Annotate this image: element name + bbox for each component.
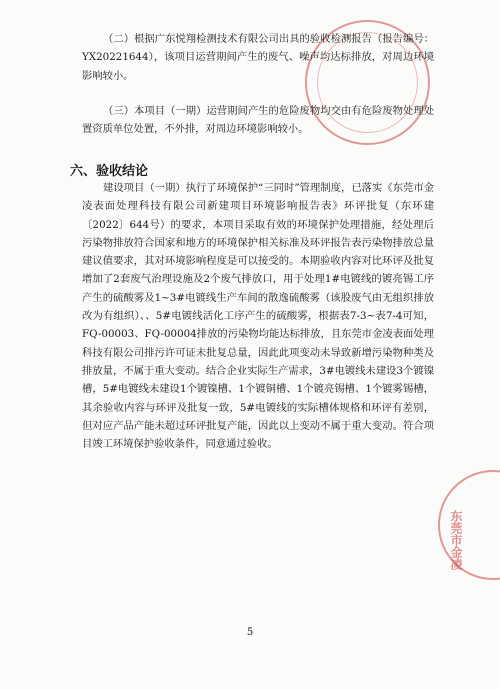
page-number: 5 <box>246 627 254 638</box>
paragraph-conclusion: 建设项目（一期）执行了环境保护“三同时”管理制度，已落实《东莞市金凌表面处理科技有限公司新建项目环境影响报告表》环评批复（东环建〔2022〕644号）的要求，本项目采取有效的环境保护处理措施，经处理后污染物排放符合国家和地方的环境保护相关标准及环评报告表污染物排放总量建议值要求，其对环境影响程度是可以接受的。本期验收内容对比环评及批复增加了2套废气治理设施及2个废气排放口，用于处理1#电镀线的镀亮锡工序产生的硫酸雾及1~3#电镀线生产车间的散逸硫酸雾（该股废气由无组织排放改为有组织）、、5#电镀线活化工序产生的硫酸雾，根据表7-3~表7-4可知，FQ-00003、FQ-00004排放的污染物均能达标排放，且东莞市金凌表面处理科技有限公司排污许可证未批复总量，因此此项变动未导致新增污染物种类及排放量，不属于重大变动。结合企业实际生产需求，3#电镀线未建设3个镀镍槽，5#电镀线未建设1个镀镍槽、1个镀铜槽、1个镀亮锡槽、1个镀雾锡槽，其余验收内容与环评及批复一致，5#电镀线的实际槽体规格和环评有差别，但对应产品产能未超过环评批复产能，因此以上变动不属于重大变动。符合项目竣工环境保护验收条件，同意通过验收。 <box>82 182 434 451</box>
paragraph-inspection-report: （二）根据广东悦翔检测技术有限公司出具的验收检测报告（报告编号：YX20221644），该项目运营期间产生的废气、噪声均达标排放，对周边环境影响较小。 <box>82 33 434 82</box>
edge-seal-text: 东莞市金凌 <box>449 510 463 570</box>
paragraph-hazardous-waste: （三）本项目（一期）运营期间产生的危险废物均交由有危险废物处理处置资质单位处置，不外排，对周边环境影响较小。 <box>82 105 434 136</box>
edge-seal-stamp <box>438 470 500 580</box>
section-heading-acceptance-conclusion: 六、验收结论 <box>70 164 149 179</box>
